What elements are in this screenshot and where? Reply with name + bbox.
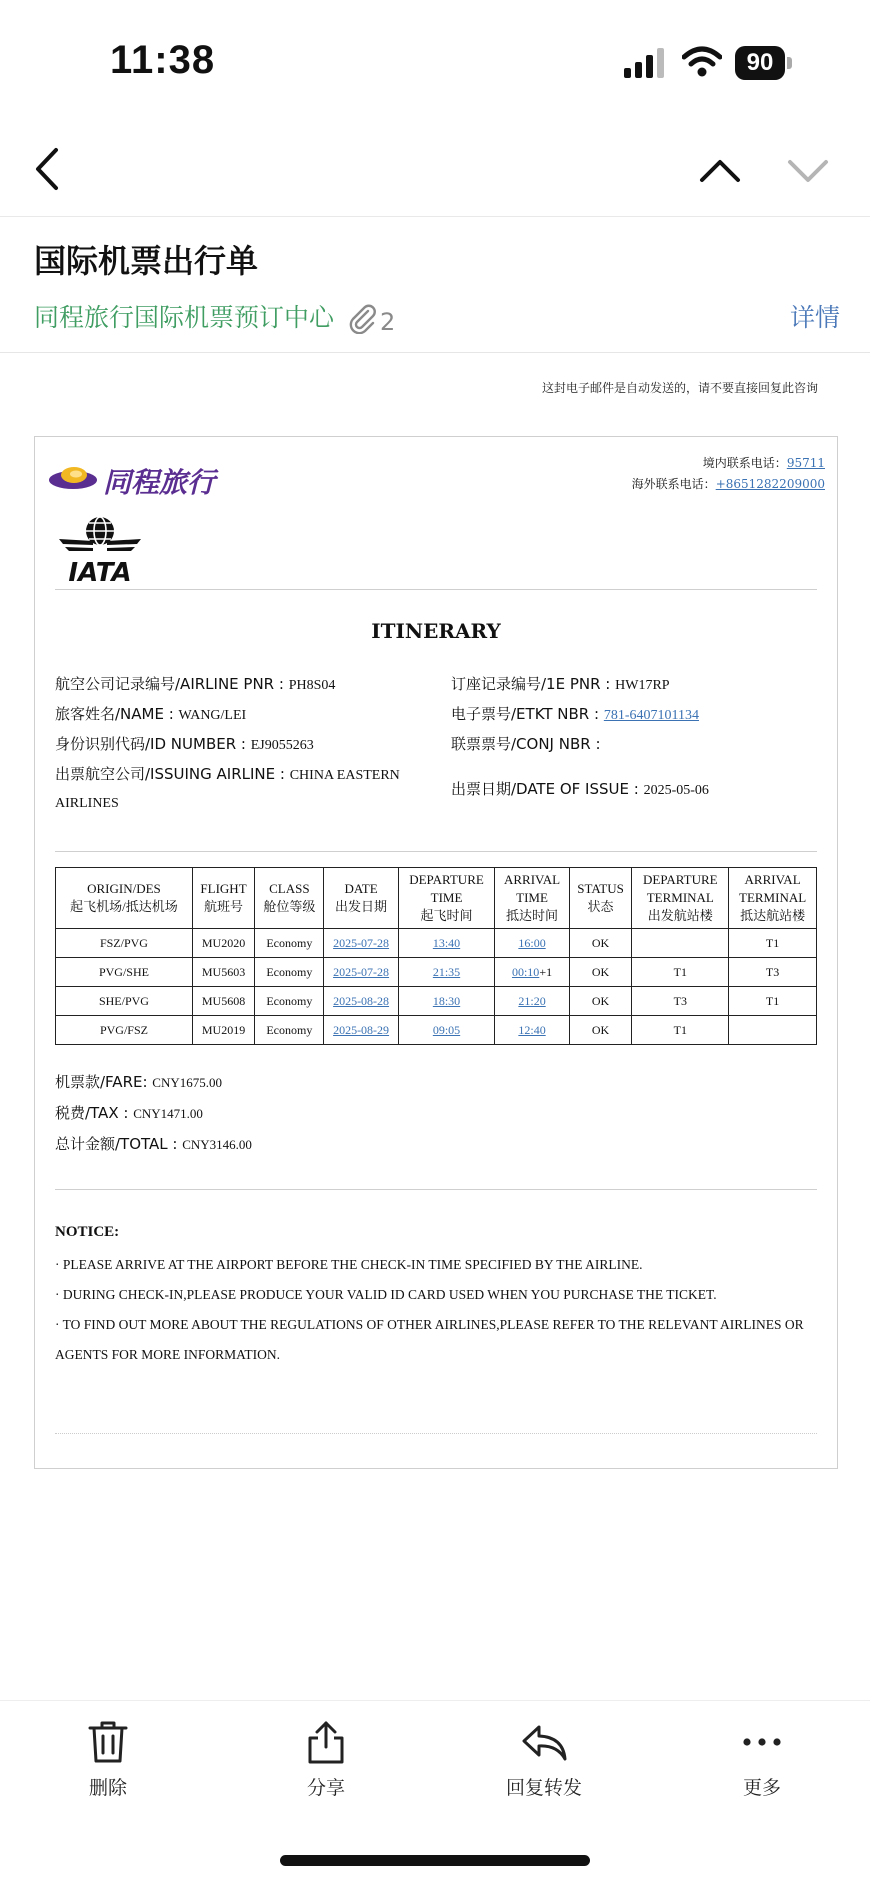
header-line: 航班号 bbox=[204, 899, 244, 914]
header-line: ARRIVAL bbox=[744, 872, 801, 887]
issuing-airline: 出票航空公司/ISSUING AIRLINE : CHINA EASTERN bbox=[55, 765, 400, 783]
divider bbox=[55, 851, 817, 852]
cell-status: OK bbox=[569, 958, 632, 987]
table-header-cell bbox=[56, 868, 193, 929]
delete-button[interactable] bbox=[48, 1719, 168, 1819]
time-link[interactable]: 09:05 bbox=[432, 1022, 461, 1037]
cell-dep-terminal: T1 bbox=[632, 1016, 729, 1045]
signal-icon bbox=[624, 48, 666, 78]
header-line: 抵达时间 bbox=[506, 908, 559, 923]
header-line: TERMINAL bbox=[646, 890, 714, 905]
time-link[interactable]: 21:35 bbox=[432, 964, 461, 979]
cell-route: PVG/FSZ bbox=[56, 1016, 193, 1045]
conj-number: 联票票号/CONJ NBR : bbox=[451, 735, 601, 753]
more-button[interactable] bbox=[702, 1719, 822, 1819]
time-link[interactable]: 00:10 bbox=[511, 964, 540, 979]
header-line: 起飞时间 bbox=[420, 908, 473, 923]
cell-arr bbox=[495, 987, 569, 1016]
more-label: 更多 bbox=[742, 1777, 781, 1799]
header-line: 抵达航站楼 bbox=[740, 908, 806, 923]
header-line: 出发航站楼 bbox=[647, 908, 713, 923]
header-line: ARRIVAL bbox=[503, 872, 561, 887]
delete-label: 删除 bbox=[88, 1777, 127, 1799]
date-link[interactable]: 2025-08-29 bbox=[333, 1022, 390, 1037]
cell-dep-terminal: T3 bbox=[632, 987, 729, 1016]
cell-arr-terminal: T1 bbox=[729, 929, 817, 958]
id-number: 身份识别代码/ID NUMBER : EJ9055263 bbox=[55, 735, 314, 753]
cell-dep bbox=[398, 958, 495, 987]
table-header-cell bbox=[632, 868, 729, 929]
date-link[interactable]: 2025-07-28 bbox=[333, 964, 390, 979]
airline-pnr: 航空公司记录编号/AIRLINE PNR : PH8S04 bbox=[55, 675, 336, 693]
cell-date bbox=[324, 987, 398, 1016]
time-link[interactable]: 12:40 bbox=[518, 1022, 546, 1037]
cell-dep-terminal bbox=[632, 929, 729, 958]
cell-date bbox=[324, 1016, 398, 1045]
status-bar bbox=[0, 0, 870, 120]
header-line: CLASS bbox=[269, 881, 310, 896]
table-row bbox=[56, 958, 817, 987]
cell-date bbox=[324, 958, 398, 987]
cell-class: Economy bbox=[255, 987, 324, 1016]
battery-level: 90 bbox=[735, 46, 785, 80]
email-subject: 国际机票出行单 bbox=[34, 242, 259, 280]
itinerary-card bbox=[34, 436, 838, 1469]
cell-route: PVG/SHE bbox=[56, 958, 193, 987]
cell-arr-terminal: T3 bbox=[729, 958, 817, 987]
header-line: 舱位等级 bbox=[263, 899, 316, 914]
brand-logo-text: 同程旅行 bbox=[103, 466, 216, 499]
cell-route: FSZ/PVG bbox=[56, 929, 193, 958]
overseas-phone-link[interactable]: +8651282209000 bbox=[715, 477, 825, 491]
domestic-phone-link[interactable]: 95711 bbox=[786, 456, 825, 470]
issuing-airline-cont: AIRLINES bbox=[55, 796, 119, 811]
header-line: ORIGIN/DES bbox=[87, 881, 161, 896]
share-button[interactable] bbox=[266, 1719, 386, 1819]
overseas-phone-label: 海外联系电话： bbox=[631, 477, 716, 491]
paperclip-icon[interactable] bbox=[346, 302, 378, 334]
header-line: 出发日期 bbox=[335, 899, 388, 914]
cell-route: SHE/PVG bbox=[56, 987, 193, 1016]
etkt-link[interactable]: 781-6407101134 bbox=[603, 708, 699, 723]
share-label: 分享 bbox=[306, 1777, 345, 1799]
header-line: 起飞机场/抵达机场 bbox=[70, 899, 178, 914]
cell-class: Economy bbox=[255, 1016, 324, 1045]
fare-amount: 机票款/FARE: CNY1675.00 bbox=[55, 1073, 222, 1091]
dotted-divider bbox=[55, 1433, 817, 1434]
table-header-cell bbox=[729, 868, 817, 929]
table-header-cell bbox=[255, 868, 324, 929]
passenger-name: 旅客姓名/NAME : WANG/LEI bbox=[55, 705, 247, 723]
sender-row bbox=[34, 298, 844, 338]
share-icon bbox=[303, 1719, 349, 1765]
header-line: TIME bbox=[430, 890, 463, 905]
time-link[interactable]: 21:20 bbox=[518, 993, 546, 1008]
contact-info bbox=[632, 453, 825, 495]
header-line: DATE bbox=[344, 881, 378, 896]
divider bbox=[55, 1189, 817, 1190]
itinerary-title: ITINERARY bbox=[371, 619, 501, 643]
total-amount: 总计金额/TOTAL : CNY3146.00 bbox=[55, 1135, 252, 1153]
logo-emblem-icon bbox=[47, 459, 99, 499]
chevron-up-icon[interactable] bbox=[698, 150, 742, 190]
cell-arr-terminal bbox=[729, 1016, 817, 1045]
cell-flight: MU2019 bbox=[192, 1016, 254, 1045]
cell-status: OK bbox=[569, 929, 632, 958]
header-line: TIME bbox=[516, 890, 548, 905]
etkt-number: 电子票号/ETKT NBR : 781-6407101134 bbox=[451, 705, 699, 723]
table-header-cell bbox=[324, 868, 398, 929]
cell-dep bbox=[398, 987, 495, 1016]
cell-dep bbox=[398, 929, 495, 958]
iata-logo-text: IATA bbox=[68, 558, 132, 587]
header-line: 状态 bbox=[587, 899, 614, 914]
cell-arr bbox=[495, 929, 569, 958]
date-link[interactable]: 2025-07-28 bbox=[333, 935, 390, 950]
header-line: DEPARTURE bbox=[409, 872, 484, 887]
auto-reply-note: 这封电子邮件是自动发送的，请不要直接回复此咨询 bbox=[541, 381, 818, 395]
header-line: STATUS bbox=[577, 881, 624, 896]
table-row bbox=[56, 987, 817, 1016]
table-row bbox=[56, 929, 817, 958]
status-time: 11:38 bbox=[110, 38, 216, 82]
details-link[interactable]: 详情 bbox=[789, 303, 840, 332]
table-header-cell bbox=[495, 868, 569, 929]
notice-item: · TO FIND OUT MORE ABOUT THE REGULATIONS OF OTHER AIRLINES,PLEASE REFER TO THE RELEVANT AIRLINES OR AGENTS FOR MORE INFORMATION. bbox=[55, 1317, 804, 1362]
email-body bbox=[0, 353, 870, 1698]
cell-status: OK bbox=[569, 987, 632, 1016]
battery-icon bbox=[735, 46, 793, 80]
cell-dep bbox=[398, 1016, 495, 1045]
reply-forward-label: 回复转发 bbox=[505, 1777, 582, 1799]
table-header-cell bbox=[192, 868, 254, 929]
wifi-icon bbox=[682, 46, 722, 78]
cell-arr bbox=[495, 1016, 569, 1045]
trash-icon bbox=[85, 1719, 131, 1765]
notice-item: · DURING CHECK-IN,PLEASE PRODUCE YOUR VALID ID CARD USED WHEN YOU PURCHASE THE TICKET. bbox=[55, 1287, 717, 1302]
flight-table bbox=[55, 867, 817, 1045]
cell-class: Economy bbox=[255, 958, 324, 987]
issue-date: 出票日期/DATE OF ISSUE : 2025-05-06 bbox=[451, 780, 709, 798]
next-day-suffix: +1 bbox=[539, 964, 553, 979]
cell-arr-terminal: T1 bbox=[729, 987, 817, 1016]
more-icon bbox=[739, 1719, 785, 1765]
table-header-cell bbox=[569, 868, 632, 929]
chevron-down-icon[interactable] bbox=[786, 150, 830, 190]
notice-item: · PLEASE ARRIVE AT THE AIRPORT BEFORE THE CHECK-IN TIME SPECIFIED BY THE AIRLINE. bbox=[55, 1257, 643, 1272]
time-link[interactable]: 18:30 bbox=[432, 993, 461, 1008]
header-line: TERMINAL bbox=[739, 890, 807, 905]
time-link[interactable]: 16:00 bbox=[518, 935, 546, 950]
notice-title: NOTICE: bbox=[55, 1224, 120, 1240]
reply-forward-button[interactable] bbox=[484, 1719, 604, 1819]
cell-flight: MU2020 bbox=[192, 929, 254, 958]
brand-logo bbox=[47, 459, 247, 499]
cell-status: OK bbox=[569, 1016, 632, 1045]
cell-dep-terminal: T1 bbox=[632, 958, 729, 987]
cell-date bbox=[324, 929, 398, 958]
sender-name[interactable]: 同程旅行国际机票预订中心 bbox=[34, 303, 335, 332]
table-header-row bbox=[56, 868, 817, 929]
header-line: FLIGHT bbox=[200, 881, 247, 896]
cell-arr bbox=[495, 958, 569, 987]
domestic-phone-label: 境内联系电话： bbox=[702, 456, 787, 470]
table-row bbox=[56, 1016, 817, 1045]
date-link[interactable]: 2025-08-28 bbox=[333, 993, 390, 1008]
cell-flight: MU5608 bbox=[192, 987, 254, 1016]
time-link[interactable]: 13:40 bbox=[432, 935, 461, 950]
nav-bar bbox=[0, 130, 870, 217]
iata-logo bbox=[55, 509, 145, 587]
cell-flight: MU5603 bbox=[192, 958, 254, 987]
table-header-cell bbox=[398, 868, 495, 929]
cell-class: Economy bbox=[255, 929, 324, 958]
tax-amount: 税费/TAX : CNY1471.00 bbox=[55, 1104, 203, 1122]
battery-tip bbox=[787, 57, 792, 69]
reply-icon bbox=[519, 1719, 569, 1765]
divider bbox=[55, 589, 817, 590]
attachment-count[interactable]: 2 bbox=[380, 308, 396, 336]
home-indicator bbox=[280, 1855, 590, 1866]
booking-pnr: 订座记录编号/1E PNR : HW17RP bbox=[451, 675, 670, 693]
header-line: DEPARTURE bbox=[643, 872, 718, 887]
back-chevron-icon[interactable] bbox=[30, 144, 70, 194]
